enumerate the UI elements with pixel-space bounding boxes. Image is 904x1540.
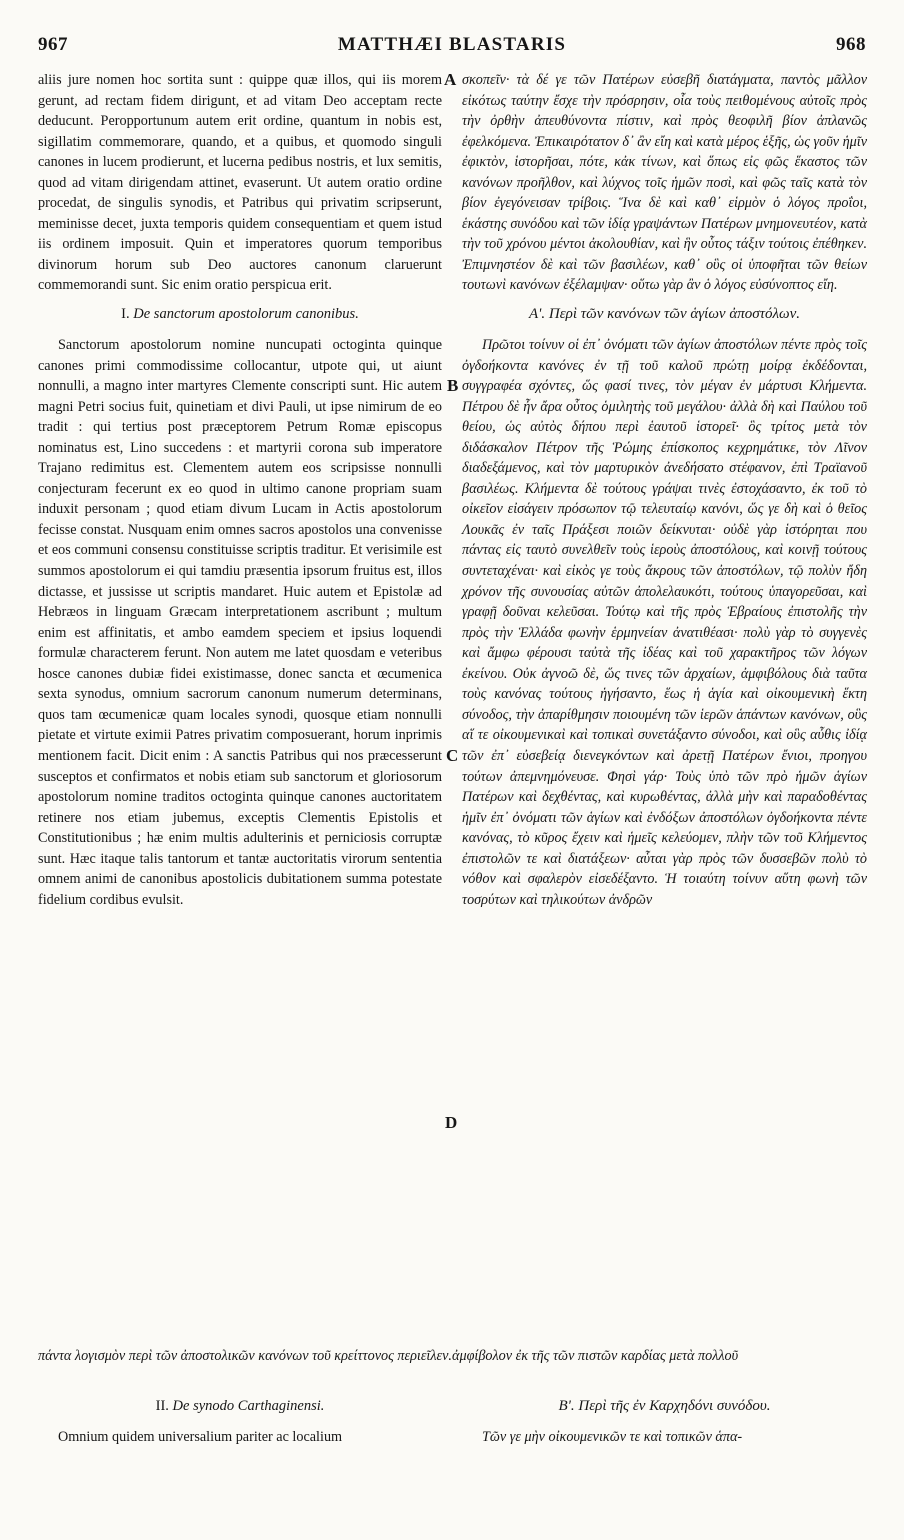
- right-page-number: 968: [836, 34, 866, 55]
- margin-letter-c: C: [446, 746, 459, 765]
- greek-section1-text: Πρῶτοι τοίνυν οἱ ἐπ᾽ ὀνόματι τῶν ἁγίων ἀποστόλων πέντε πρὸς τοῖς ὀγδοήκοντα κανόνες ἐν τῇ τοῦ καλοῦ πρώτῃ μοίρᾳ ἐκδέδονται, συγγραφέα σχόντες, ὥς φασί τινες, τὸν μέγαν ἐν μάρτυσι Κλήμεντα. Πέτρου δὲ ἦν ἄρα οὗτος ὁμιλητὴς τοῦ μεγάλου· ἀλλὰ δὴ καὶ Παύλου τοῦ θείου, ὡς αὐτὸς δήπου περὶ ἑαυτοῦ ἱστορεῖ· ὃς τρίτος μετὰ τὸν διδάσκαλον Πέτρον τῆς Ῥώμης ἐπίσκοπος κεχρημάτικε, τὸν Λῖνον διαδεξάμενος, καὶ τὸν μαρτυρικὸν ἀνεδήσατο στέφανον, ἐπὶ Τραϊανοῦ βασιλέως. Κλήμεντα δὲ τούτους γράψαι τινὲς ἐστοχάσαντο, ἐκ τοῦ τὸ οἰκεῖον εἰσάγειν πρόσωπον τῷ τελευταίῳ κανόνι, ὥς γε δὴ καὶ ὁ θεῖος Λουκᾶς ἐν ταῖς Πράξεσι ποιῶν δείκνυται· οὐδὲ γὰρ ἱστόρηται που πάντας εἰς ταυτὸ συνελθεῖν τοὺς ἱεροὺς ἀποστόλους, καὶ κοινῇ τούτους συντεταχέναι· καὶ εἰκὸς γε τοὺς ἄκρους τῶν ἀποστόλων, τῷ πολὺν ἤδη χρόνον τῆς συνουσίας αὐτῶν ἀπολελαυκότι, τούτους ὑπαγορεῦσαι, καὶ γραφῇ δοῦναι κελεῦσαι. Τούτῳ καὶ τῆς πρὸς Ἑβραίους ἐπιστολῆς τὴν πρὸς τὴν Ἑλλάδα φωνὴν ἑρμηνείαν ἀνατιθέασι· πολὺ γὰρ τὸ συγγενὲς καὶ ἄμφω φέρουσι ταὐτὰ τῆς ἰδέας καὶ τοῦ χαρακτῆρος τῶν λόγων ἐκείνου. Οὐκ ἀγνοῶ δὲ, ὥς τινες τῶν ἀρχαίων, ἀμφιβόλους διὰ ταῦτα τοὺς κανόνας τούτους ἡγήσαντο, ἕως ἡ ἁγία καὶ οἰκουμενικὴ ἕκτη σύνοδος, τὴν ἀπαρίθμησιν ποιουμένη τῶν ἱερῶν ἁπάντων κανόνων, οὓς αἵ τε οἰκουμενικαὶ καὶ τοπικαὶ συνετάξαντο σύνοδοι, καὶ οὓς αὖθις ἰδίᾳ τῶν ἐπ᾽ εὐσεβείᾳ διενεγκόντων καὶ ἀρετῇ Πατέρων ἔνιοι, προηγου τούτων ἀπεμνημόνευσε. Φησὶ γάρ· Τοὺς ὑπὸ τῶν πρὸ ἡμῶν ἁγίων Πατέρων καὶ δεχθέντας, καὶ κυρωθέντας, ἀλλὰ μὴν καὶ παραδοθέντας ἡμῖν ἐπ᾽ ὀνόματι τῶν ἁγίων καὶ ἐνδόξων ἀποστόλων ὀγδοήκοντα πέντε κανόνας, τὸ κῦρος ἔχειν καὶ ἡμεῖς κελεύομεν, πλὴν τῶν τοῦ Κλήμεντος ἐπιστολῶν τε καὶ διατάξεων· αὗται γὰρ πρὸς τῶν δυσσεβῶν πολὺ τὸ νόθον καὶ σφαλερὸν εἰσεδέξαντο. Ἡ τοιαύτη τοίνυν αὕτη φωνὴ τῶν τοσρύτων καὶ τηλικούτων ἀνδρῶν: [462, 337, 867, 908]
- latin-section1-number: I.: [121, 306, 130, 323]
- latin-section1-title: De sanctorum apostolorum canonibus.: [133, 306, 359, 323]
- latin-section2-text: Omnium quidem universalium pariter ac localium: [58, 1429, 343, 1445]
- greek-continuation-left: πάντα λογισμὸν περὶ τῶν ἀποστολικῶν κανόνων τοῦ κρείττονος περιεῖλεν.: [38, 1348, 452, 1364]
- greek-section2-number: Β'.: [558, 1398, 575, 1414]
- running-title: MATTHÆI BLASTARIS: [337, 34, 567, 55]
- margin-letter-b: B: [447, 376, 459, 395]
- latin-section1-heading: [38, 306, 442, 323]
- greek-intro: σκοπεῖν· τὰ δέ γε τῶν Πατέρων εὐσεβῆ διατάγματα, παντὸς μᾶλλον εἰκότως ταύτην ἔσχε τὴν πρόσρησιν, οἷα τοὺς πειθομένους αὐτοῖς πρὸς τὴν ὀρθὴν ἀπευθύνοντα πίστιν, καὶ πρὸς θεοφιλῆ βίον ἀπλανῶς ἐφελκόμενα. Ἐπικαιρότατον δ᾽ ἂν εἴη καὶ κατὰ μέρος ἑξῆς, ὡς γοῦν ἡμῖν ἐφικτὸν, ἱστορῆσαι, πότε, κἀκ τίνων, καὶ ὅπως εἰς φῶς ἕκαστος τῶν κανόνων προῆλθον, καὶ λύχνος τοῖς ἡμῶν ποσὶ, καὶ φῶς ταῖς κατὰ τὸν βίον ἐγεγόνεισαν τρίβοις. Ἵνα δὲ καὶ καθ᾽ εἱρμὸν ὁ λόγος προΐοι, ἑκάστης συνόδου καὶ τῶν ἰδίᾳ γραψάντων Πατέρων μνημονευτέον, κατὰ τὴν τοῦ χρόνου μέντοι ἀκολουθίαν, καὶ ἣν οὗτος τάξιν τούτοις ἐπέθηκεν. Ἐπιμνηστέον δὲ καὶ τῶν βασιλέων, καθ᾽ οὓς οἱ ὑποφῆται τῶν θείων τουτωνὶ κανόνων ἐξέλαμψαν· οὕτω γὰρ ἂν ὁ λόγος εὐσύνοπτος εἴη.: [462, 72, 867, 294]
- latin-section1-text: Sanctorum apostolorum nomine nuncupati octoginta quinque canones primi commodissime collocantur, utpote qui, ut aiunt nonnulli, a magno inter martyres Clemente conscripti sunt. Hic autem magni Petri socius fuit, quinetiam et divi Pauli, ut ipse nimirum de eo tradit : qui tertius post præceptorem Petrum Romæ episcopus nominatus est, Lino succedens : et martyrii corona sub imperatore Trajano redimitus est. Clementem autem eos scripsisse nonnulli conjecturam fecerunt ex eo quod in ultimo canone propriam suam induxit personam ; quod etiam divum Lucam in Actis apostolorum fecisse constat. Nusquam enim omnes sacros apostolos una convenisse et eos communi consensu constituisse scriptis traditur. Et verisimile est summos apostolorum ei qui tamdiu præsentia ipsorum fruitus est, illos dictasse, et jussisse ut scriptis mandaret. Huic autem et Epistolæ ad Hebræos in linguam Græcam interpretationem ascribunt ; multum enim est affinitatis, et ambo eamdem speciem et ipsius loquendi formulæ characterem ferunt. Non autem me latet quosdam e veteribus hosce canones dubiæ fidei existimasse, donec sancta et œcumenica sexta synodus, omnium sacrorum canonum numerum determinans, quos tam œcumenicæ quam locales synodi, quosque etiam nonnulli pietate et virtute eximii Patres privatim composuerant, horum inprimis mentionem facit. Dicit enim : A sanctis Patribus qui nos præcesserunt susceptos et confirmatos et nobis etiam sub sanctorum et gloriosorum apostolorum nomine traditos octoginta quinque canones auctoritatem retinere nos etiam jubemus, exceptis Clementis Epistolis et Constitutionibus ; hæ enim multis adulterinis et perniciosis corruptæ sunt. Hæc itaque talis tantorum et tantæ auctoritatis virorum sententia omnem animi de canonibus apostolicis dubitationem summa potestate fidelium cordibus evulsit.: [38, 337, 442, 908]
- margin-letter-a: A: [444, 70, 457, 89]
- greek-section1-heading: [462, 306, 867, 323]
- greek-section2-text: Τῶν γε μὴν οἰκουμενικῶν τε καὶ τοπικῶν ἁπα-: [482, 1429, 743, 1445]
- latin-column: [38, 70, 442, 910]
- greek-section2: [462, 1388, 867, 1448]
- latin-section2-heading: [38, 1398, 442, 1415]
- latin-section2: [38, 1388, 442, 1448]
- greek-section1-number: Α'.: [529, 306, 546, 323]
- greek-column: [462, 70, 867, 910]
- left-page-number: 967: [38, 34, 68, 55]
- latin-section2-title: De synodo Carthaginensi.: [172, 1398, 325, 1414]
- greek-section2-title: Περὶ τῆς ἐν Καρχηδόνι συνόδου.: [578, 1398, 771, 1414]
- page-header: [0, 34, 904, 64]
- greek-section1-title: Περὶ τῶν κανόνων τῶν ἁγίων ἀποστόλων.: [548, 306, 800, 323]
- greek-section2-heading: [462, 1398, 867, 1415]
- latin-section2-number: II.: [155, 1398, 169, 1414]
- latin-intro: aliis jure nomen hoc sortita sunt : quippe quæ illos, qui iis morem gerunt, ad rectam fidem dirigunt, et ad vitam Deo acceptam recte deducunt. Peropportunum autem erit ordine, quantum in nobis est, sigillatim commemorare, quando, et a quibus, et quomodo singuli canones in lucem prodierunt, et lucerna pedibus nostris, et lux semitis, quod ad vitam dirigendam attinet, evaserunt. Ut autem oratio ordine procedat, de singulis synodis, et Patribus qui privatim scripserunt, meminisse decet, juxta temporis quidem consequentiam et quem istud iis ordinem imposuit. Quin et imperatores quorum temporibus divinorum horum sub Deo auctores canonum claruerunt commemorandi sunt. Sic enim oratio perspicua erit.: [38, 72, 442, 294]
- greek-continuation-right: ἀμφίβολον ἐκ τῆς τῶν πιστῶν καρδίας μετὰ πολλοῦ: [452, 1348, 739, 1364]
- margin-letter-d: D: [445, 1113, 458, 1132]
